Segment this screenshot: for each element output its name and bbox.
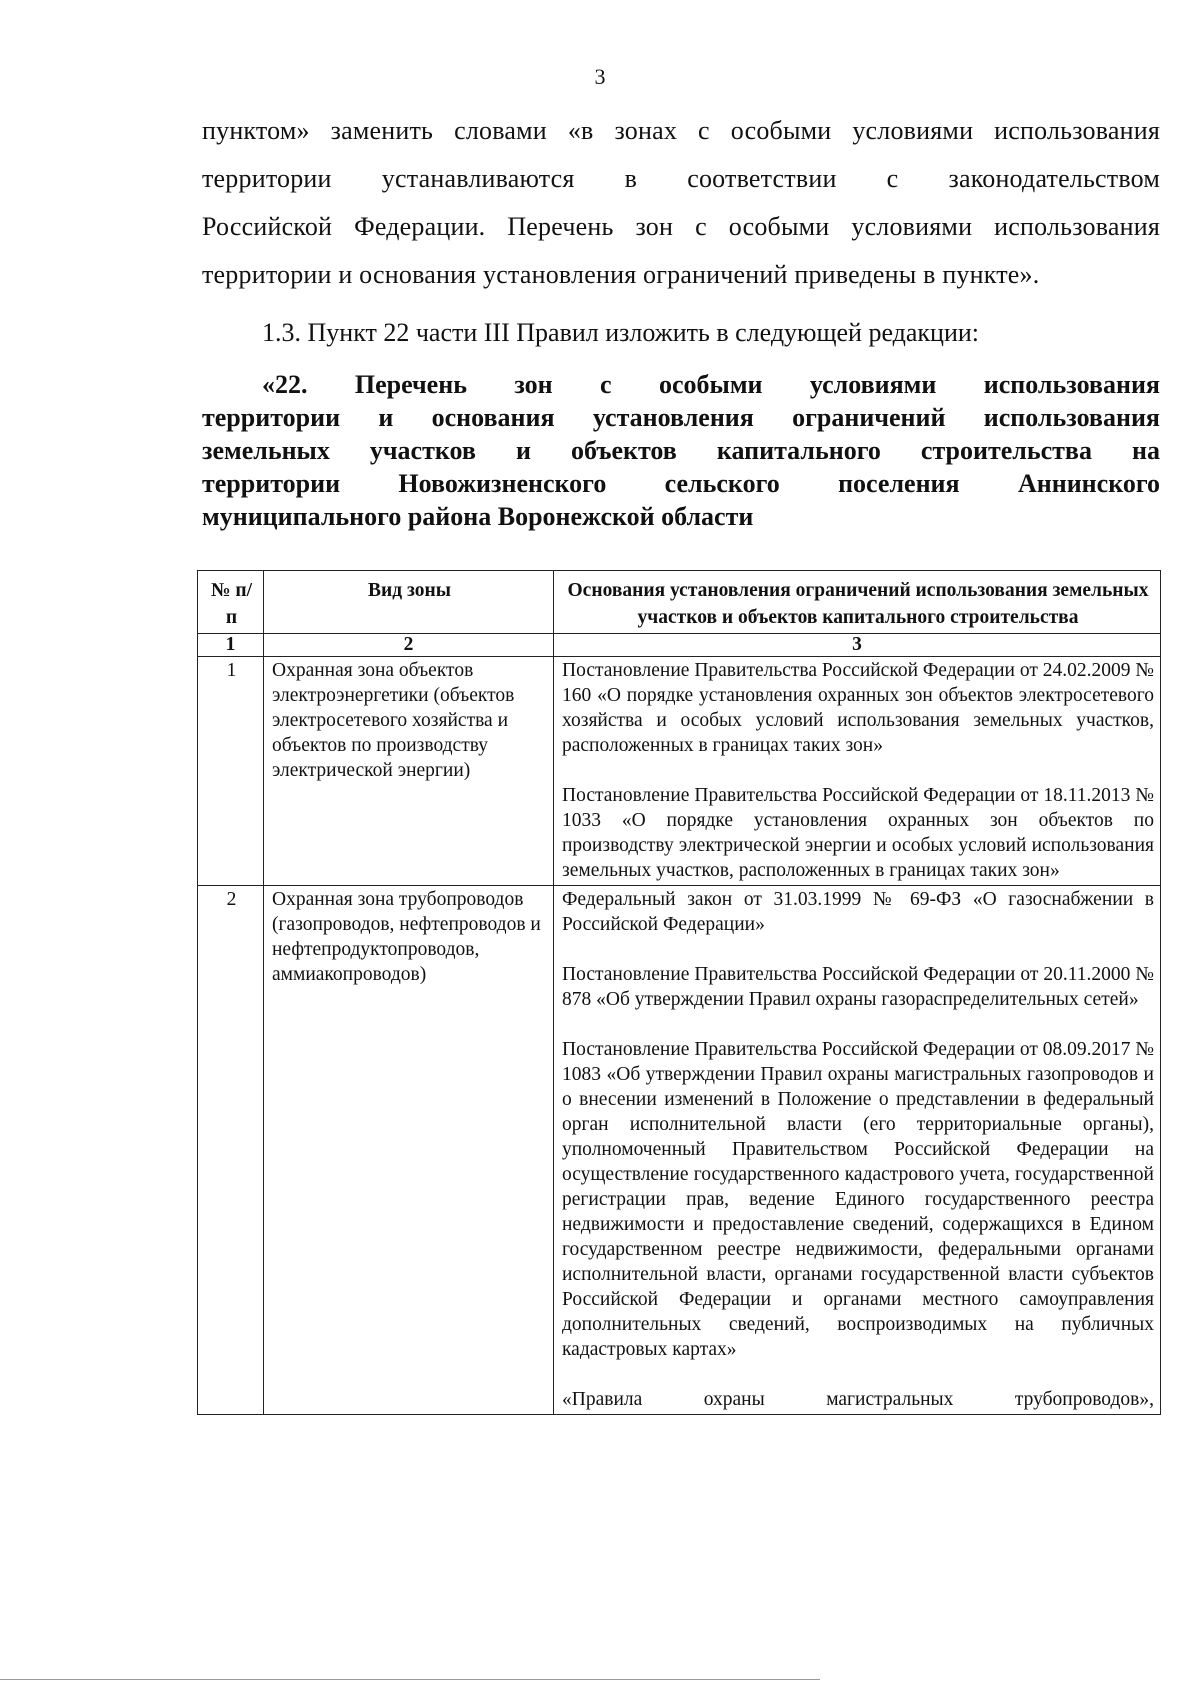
intro-line-4: территории и основания установления ограничений приведены в пункте». xyxy=(202,260,1040,289)
heading-line-1: «22. Перечень зон с особыми условиями использования xyxy=(262,370,1160,399)
table-header-row xyxy=(198,571,1161,634)
header-basis: Основания установления ограничений использования земельных участков и объектов капитального строительства xyxy=(554,571,1161,634)
basis-item: Постановление Правительства Российской Федерации от 24.02.2009 № 160 «О порядке установления охранных зон объектов электросетевого хозяйства и особых условий использования земельных участков, расположенных в границах таких зон» xyxy=(562,660,1154,756)
intro-line-1: пунктом» заменить словами «в зонах с особыми условиями использования xyxy=(202,116,1160,145)
header-zone: Вид зоны xyxy=(264,571,554,634)
heading-line-2: территории и основания установления ограничений использования xyxy=(202,403,1160,432)
row-basis xyxy=(554,657,1161,886)
zones-table xyxy=(197,570,1161,1415)
row-basis xyxy=(554,886,1161,1415)
heading-line-5: муниципального района Воронежской области xyxy=(202,502,754,531)
page-number: 3 xyxy=(594,64,606,89)
row-zone: Охранная зона трубопроводов (газопроводов, нефтепроводов и нефтепродуктопроводов, аммиакопроводов) xyxy=(264,886,554,1415)
row-num: 1 xyxy=(198,657,264,886)
column-number-1: 1 xyxy=(198,634,264,657)
basis-item: Постановление Правительства Российской Федерации от 08.09.2017 № 1083 «Об утверждении Правил охраны магистральных газопроводов и о внесении изменений в Положение о представлении в федеральный орган исполнительной власти (его территориальные органы), уполномоченный Правительством Российской Федерации на осуществление государственного кадастрового учета, государственной регистрации прав, ведение Единого государственного реестра недвижимости и предоставление сведений, содержащихся в Едином государственном реестре недвижимости, федеральными органами исполнительной власти, органами государственной власти субъектов Российской Федерации и органами местного самоуправления дополнительных сведений, воспроизводимых на публичных кадастровых картах» xyxy=(562,1039,1154,1360)
basis-item: Постановление Правительства Российской Федерации от 20.11.2000 № 878 «Об утверждении Правил охраны газораспределительных сетей» xyxy=(562,964,1154,1010)
basis-item: «Правила охраны магистральных трубопроводов», xyxy=(562,1389,1154,1410)
column-number-3: 3 xyxy=(554,634,1161,657)
clause-1-3: 1.3. Пункт 22 части III Правил изложить в следующей редакции: xyxy=(262,318,980,347)
basis-item: Федеральный закон от 31.03.1999 № 69-ФЗ «О газоснабжении в Российской Федерации» xyxy=(562,889,1154,935)
column-number-row xyxy=(198,634,1161,657)
table-row xyxy=(198,886,1161,1415)
page-bottom-rule xyxy=(0,1679,820,1680)
table-row xyxy=(198,657,1161,886)
column-number-2: 2 xyxy=(264,634,554,657)
heading-line-4: территории Новожизненского сельского поселения Аннинского xyxy=(202,469,1160,498)
heading-line-3: земельных участков и объектов капитального строительства на xyxy=(202,436,1160,465)
header-num: № п/п xyxy=(198,571,264,634)
row-zone: Охранная зона объектов электроэнергетики (объектов электросетевого хозяйства и объектов по производству электрической энергии) xyxy=(264,657,554,886)
intro-line-3: Российской Федерации. Перечень зон с особыми условиями использования xyxy=(202,212,1160,241)
row-num: 2 xyxy=(198,886,264,1415)
basis-item: Постановление Правительства Российской Федерации от 18.11.2013 № 1033 «О порядке установления охранных зон объектов по производству электрической энергии и особых условий использования земельных участков, расположенных в границах таких зон» xyxy=(562,785,1154,881)
intro-line-2: территории устанавливаются в соответствии с законодательством xyxy=(202,164,1160,193)
